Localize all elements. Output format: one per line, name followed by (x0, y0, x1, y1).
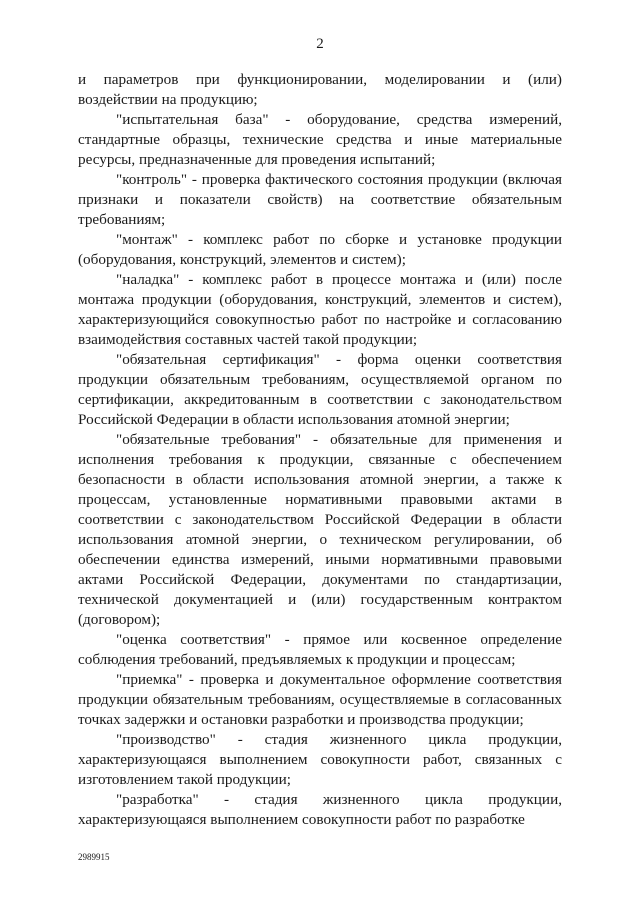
definition-acceptance: "приемка" - проверка и документальное оформление соответствия продукции обязательным требованиям, осуществляемые в согласованных точках задержки и остановки разработки и производства продукции; (78, 671, 562, 728)
definition-installation: "монтаж" - комплекс работ по сборке и установке продукции (оборудования, конструкций, элементов и систем); (78, 231, 562, 268)
definition-commissioning: "наладка" - комплекс работ в процессе монтажа и (или) после монтажа продукции (оборудования, конструкций, элементов и систем), характеризующийся совокупностью работ по настройке и согласованию взаимодействия составных частей такой продукции; (78, 271, 562, 348)
definition-test-base: "испытательная база" - оборудование, средства измерений, стандартные образцы, технические средства и иные материальные ресурсы, предназначенные для проведения испытаний; (78, 111, 562, 168)
paragraph-continuation: и параметров при функционировании, моделировании и (или) воздействии на продукцию; (78, 71, 562, 108)
definition-production: "производство" - стадия жизненного цикла продукции, характеризующаяся выполнением совокупности работ, связанных с изготовлением такой продукции; (78, 731, 562, 788)
definition-conformity-assessment: "оценка соответствия" - прямое или косвенное определение соблюдения требований, предъявляемых к продукции и процессам; (78, 631, 562, 668)
definition-mandatory-requirements: "обязательные требования" - обязательные для применения и исполнения требования к продукции, связанные с обеспечением безопасности в области использования атомной энергии, а также к процессам, установленные нормативными правовыми актами в соответствии с законодательством Российской Федерации в области использования атомной энергии, о техническом регулировании, об обеспечении единства измерений, иными нормативными правовыми актами Российской Федерации, документами по стандартизации, технической документацией и (или) государственным контрактом (договором); (78, 431, 562, 628)
document-code: 2989915 (78, 852, 110, 862)
definition-mandatory-certification: "обязательная сертификация" - форма оценки соответствия продукции обязательным требованиям, осуществляемой органом по сертификации, аккредитованным в соответствии с законодательством Российской Федерации в области использования атомной энергии; (78, 351, 562, 428)
document-body (78, 70, 562, 830)
page-number: 2 (316, 36, 324, 52)
definition-development: "разработка" - стадия жизненного цикла продукции, характеризующаяся выполнением совокупности работ по разработке (78, 791, 562, 828)
definition-control: "контроль" - проверка фактического состояния продукции (включая признаки и показатели свойств) на соответствие обязательным требованиям; (78, 171, 562, 228)
